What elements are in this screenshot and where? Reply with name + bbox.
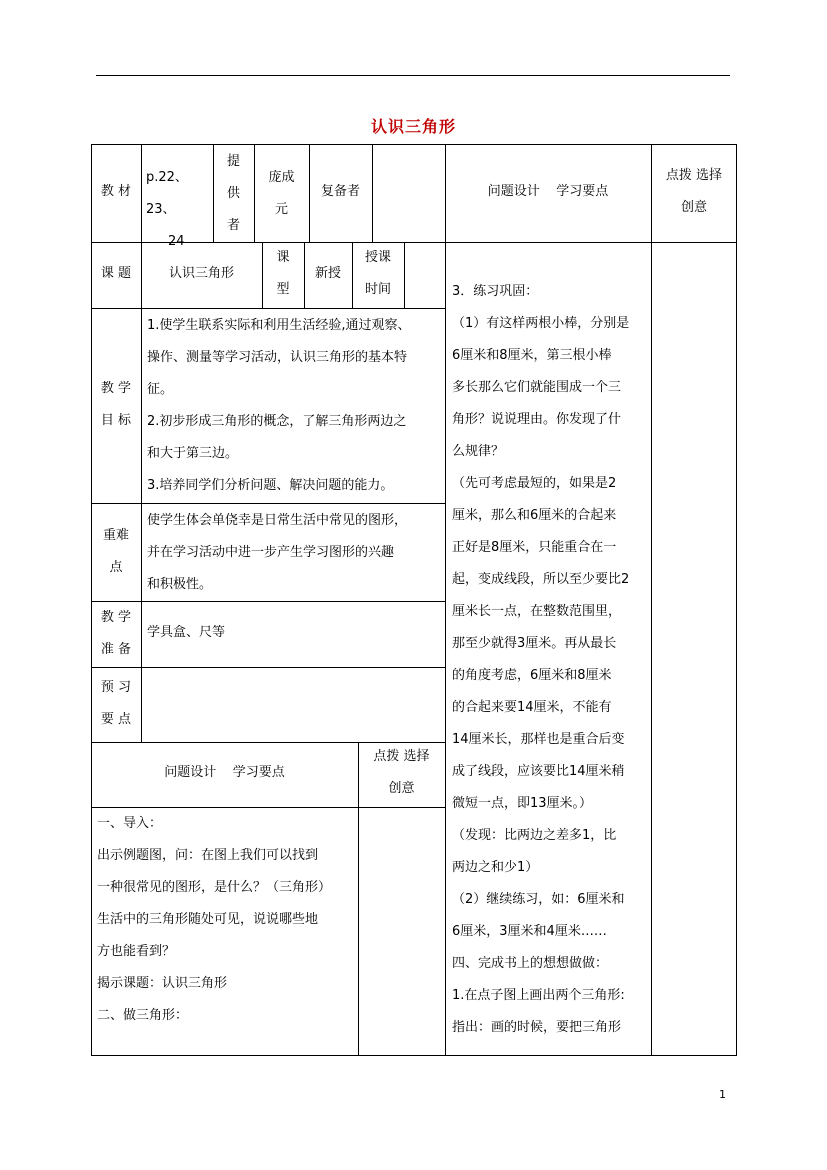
provider-name: 庞成 元	[268, 170, 295, 217]
topic-value: 认识三角形	[168, 266, 234, 281]
grid-line	[91, 308, 445, 309]
preview-label: 预 习 要 点	[100, 680, 132, 727]
type-value: 新授	[314, 266, 341, 281]
lower-header-notes: 点拨 选择 创意	[373, 749, 430, 796]
grid-line	[651, 144, 652, 1056]
type-label: 课 型	[276, 250, 290, 297]
grid-line	[91, 667, 445, 668]
grid-line	[91, 601, 445, 602]
grid-line	[445, 144, 446, 1056]
prep-text: 学具盒、尺等	[147, 625, 226, 640]
material-label: 教 材	[100, 184, 132, 199]
time-label: 授课 时间	[364, 250, 391, 297]
topic-label: 课 题	[100, 266, 132, 281]
grid-line	[91, 503, 445, 504]
column-header-notes: 点拨 选择 创意	[665, 168, 723, 215]
goals-text: 1.使学生联系实际和利用生活经验,通过观察、 操作、测量等学习活动，认识三角形的基本特 征。 2.初步形成三角形的概念，了解三角形两边之 和大于第三边。 3.培养同学们分析问题、解决问题的能力。	[147, 318, 411, 493]
goals-label: 教 学 目 标	[100, 381, 132, 428]
lower-header-design: 问题设计 学习要点	[164, 765, 285, 780]
lesson-intro-text: 一、导入： 出示例题图，问：在图上我们可以找到 一种很常见的图形，是什么？（三角形） 生活中的三角形随处可见，说说哪些地 方也能看到？ 揭示课题：认识三角形 二、做三角形：	[97, 816, 332, 1023]
grid-line	[372, 144, 373, 242]
reviewer-label: 复备者	[320, 184, 360, 199]
page-title: 认识三角形	[370, 117, 456, 136]
grid-line	[141, 144, 142, 742]
practice-text: 3．练习巩固： （1）有这样两根小棒，分别是 6厘米和8厘米，第三根小棒 多长那么它们就能围成一个三 角形？说说理由。你发现了什 么规律？ （先可考虑最短的，如果是2 厘米，那么和6厘米的合起来 正好是8厘米，只能重合在一 起，变成线段，所以至少要比2 厘米长一点，在整数范围里， 那至少就得3厘米。再从最长 的角度考虑，6厘米和8厘米 的合起来要14厘米，不能有 14厘米长，那样也是重合后变 成了线段，应该要比14厘米稍 微短一点，即13厘米。） （发现：比两边之差多1，比 两边之和少1） （2）继续练习，如：6厘米和 6厘米，3厘米和4厘米…… 四、完成书上的想想做做： 1.在点子图上画出两个三角形: 指出：画的时候，要把三角形	[452, 284, 630, 1035]
prep-label: 教 学 准 备	[100, 610, 132, 657]
header-rule	[96, 75, 730, 76]
material-pages: p.22、23、 24	[146, 170, 188, 249]
key-points-text: 使学生体会单侥幸是日常生活中常见的图形， 并在学习活动中进一步产生学习图形的兴趣 和积极性。	[147, 513, 408, 592]
page-number: 1	[719, 1088, 726, 1101]
provider-label: 提 供 者	[226, 154, 240, 233]
grid-line	[404, 242, 405, 308]
column-header-design: 问题设计 学习要点	[487, 184, 609, 199]
key-points-label: 重难 点	[102, 528, 129, 575]
